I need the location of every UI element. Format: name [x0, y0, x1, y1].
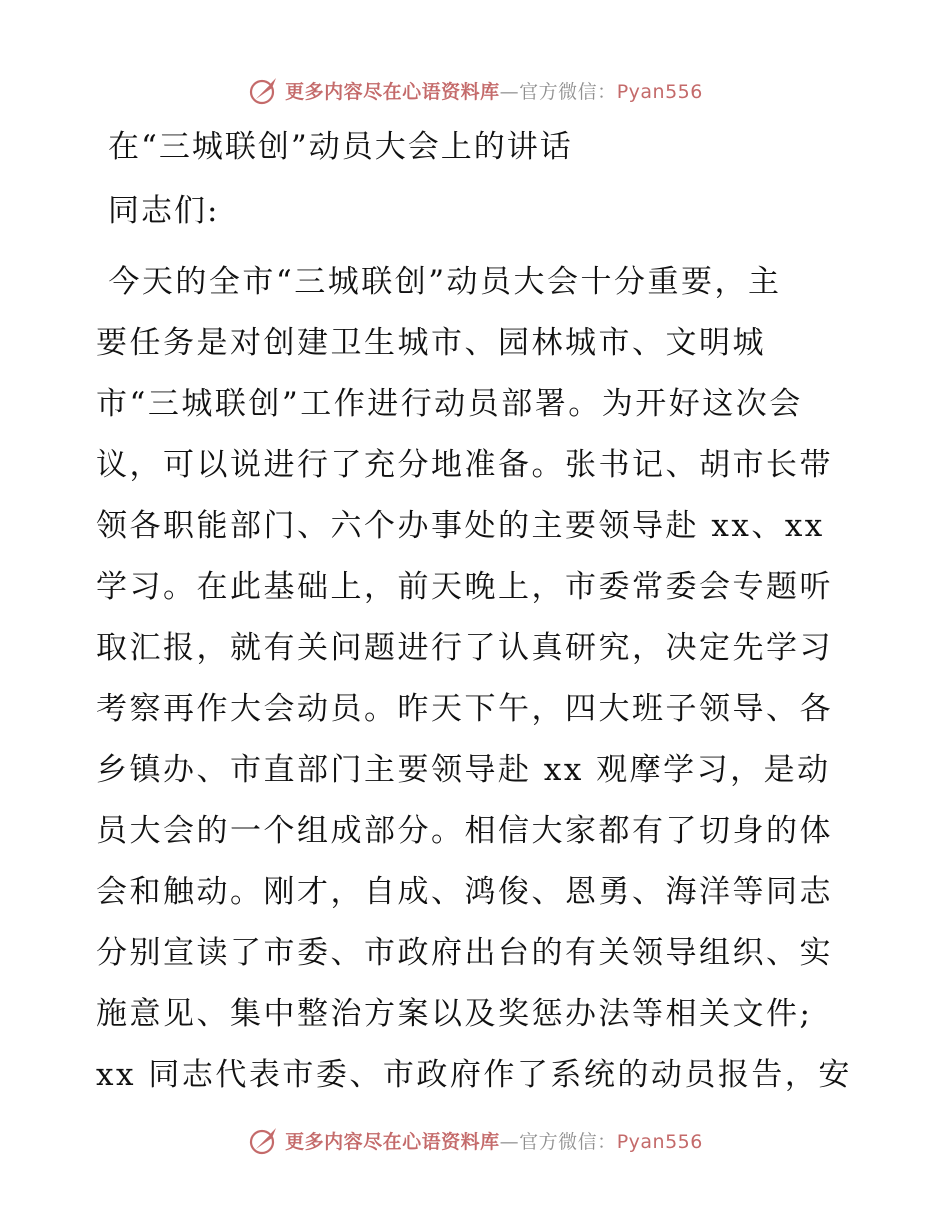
- paragraph-line: 今天的全市“三城联创”动员大会十分重要，主: [96, 264, 782, 300]
- watermark-text: [285, 1127, 703, 1154]
- paragraph-line: 议，可以说进行了充分地准备。张书记、胡市长带: [96, 447, 833, 483]
- watermark-separator: —: [499, 80, 520, 103]
- paragraph-line: 领各职能部门、六个办事处的主要领导赴 xx、xx: [96, 508, 825, 544]
- document-title: 在“三城联创”动员大会上的讲话: [108, 129, 573, 165]
- watermark-header: [0, 70, 950, 110]
- watermark-label: 官方微信：: [519, 1130, 617, 1153]
- watermark-footer: [0, 1120, 950, 1160]
- paragraph-line: 考察再作大会动员。昨天下午，四大班子领导、各: [96, 691, 833, 727]
- paragraph-line: 取汇报，就有关问题进行了认真研究，决定先学习: [96, 630, 833, 666]
- watermark-id: Pyan556: [616, 80, 703, 103]
- paragraph-line: xx 同志代表市委、市政府作了系统的动员报告，安: [96, 1057, 852, 1093]
- paragraph-line: 市“三城联创”工作进行动员部署。为开好这次会: [96, 386, 803, 422]
- quill-logo-icon: [247, 73, 281, 107]
- quill-logo-icon: [247, 1123, 281, 1157]
- watermark-main: 更多内容尽在心语资料库: [285, 1130, 500, 1153]
- document-salutation: 同志们:: [108, 193, 220, 229]
- watermark-main: 更多内容尽在心语资料库: [285, 80, 500, 103]
- watermark-label: 官方微信：: [519, 80, 617, 103]
- paragraph-line: 乡镇办、市直部门主要领导赴 xx 观摩学习，是动: [96, 752, 831, 788]
- paragraph-line: 会和触动。刚才，自成、鸿俊、恩勇、海洋等同志: [96, 874, 833, 910]
- paragraph-line: 学习。在此基础上，前天晚上，市委常委会专题听: [96, 569, 833, 605]
- paragraph-line: 施意见、集中整治方案以及奖惩办法等相关文件;: [96, 996, 813, 1032]
- watermark-separator: —: [499, 1130, 520, 1153]
- paragraph-line: 员大会的一个组成部分。相信大家都有了切身的体: [96, 813, 833, 849]
- watermark-text: [285, 77, 703, 104]
- watermark-id: Pyan556: [616, 1130, 703, 1153]
- paragraph-line: 分别宣读了市委、市政府出台的有关领导组织、实: [96, 935, 833, 971]
- document-paragraph: [96, 252, 856, 1106]
- paragraph-line: 要任务是对创建卫生城市、园林城市、文明城: [96, 325, 766, 361]
- document-body: [96, 120, 856, 1106]
